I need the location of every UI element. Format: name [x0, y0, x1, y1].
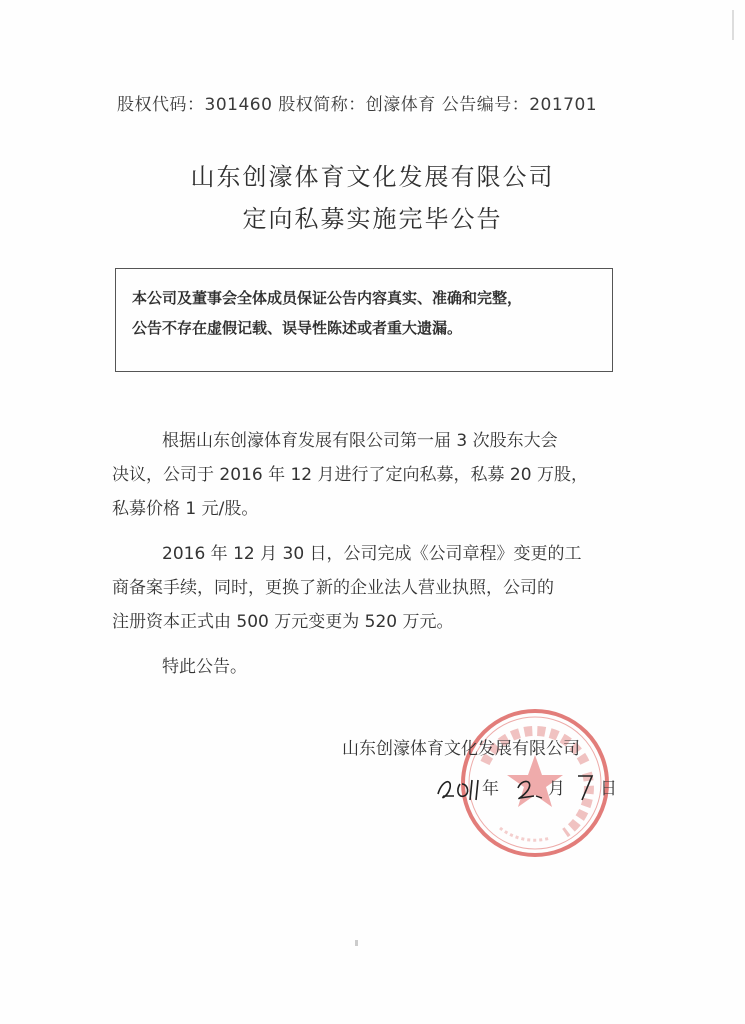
- scan-artifact: [355, 940, 358, 946]
- day-char: 日: [600, 779, 617, 799]
- disclaimer-line-2: 公告不存在虚假记载、误导性陈述或者重大遗漏。: [132, 319, 463, 337]
- paragraph-1: [112, 424, 632, 526]
- signing-company: 山东创濠体育文化发展有限公司: [342, 739, 580, 759]
- paragraph-2-line-3: 注册资本正式由 500 万元变更为 520 万元。: [112, 612, 454, 632]
- closing-line: 特此公告。: [162, 657, 247, 677]
- announcement-title: 定向私募实施完毕公告: [242, 205, 503, 233]
- signing-date: [430, 766, 630, 806]
- company-title: 山东创濠体育文化发展有限公司: [190, 163, 555, 191]
- paragraph-1-line-1: 根据山东创濠体育发展有限公司第一届 3 次股东大会: [162, 431, 558, 451]
- paragraph-1-line-2: 决议，公司于 2016 年 12 月进行了定向私募，私募 20 万股，: [112, 465, 588, 485]
- paragraph-3: [112, 650, 632, 684]
- month-char: 月: [548, 779, 565, 799]
- scan-edge-mark: [732, 10, 734, 40]
- stock-code-line: 股权代码：301460 股权简称：创濠体育 公告编号：201701: [117, 95, 598, 115]
- paragraph-2: [112, 537, 632, 639]
- paragraph-2-line-2: 商备案手续，同时，更换了新的企业法人营业执照，公司的: [112, 578, 554, 598]
- year-char: 年: [482, 779, 499, 799]
- paragraph-2-line-1: 2016 年 12 月 30 日，公司完成《公司章程》变更的工: [162, 544, 582, 564]
- disclaimer-line-1: 本公司及董事会全体成员保证公告内容真实、准确和完整，: [132, 289, 523, 307]
- paragraph-1-line-3: 私募价格 1 元/股。: [112, 499, 259, 519]
- disclaimer-box: [115, 268, 613, 372]
